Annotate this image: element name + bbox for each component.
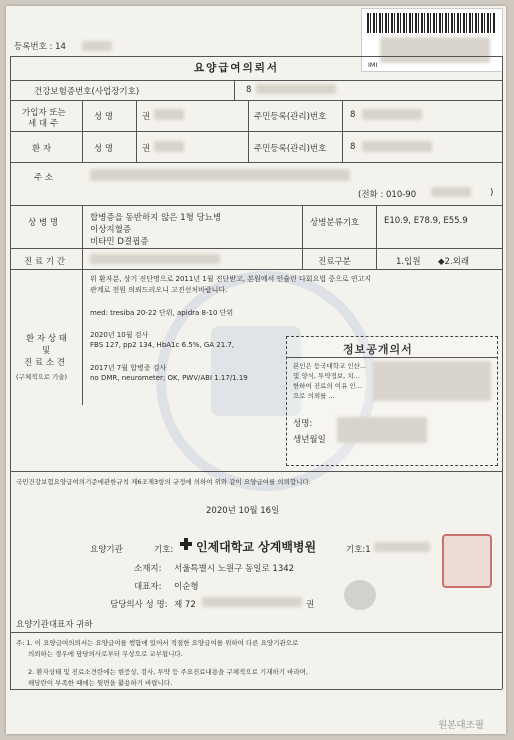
status-line-4: med: tresiba 20-22 단위, apidra 8-10 단위 bbox=[90, 309, 234, 317]
hospital-name: 인제대학교 상계백병원 bbox=[196, 540, 317, 554]
insurance-number-label: 건강보험증번호(사업장기호) bbox=[34, 87, 140, 97]
note-1a: 주: 1. 이 요양급여의뢰서는 요양급여를 행함에 있어서 적절한 요양급여를 위하여 다른 요양기관으로 bbox=[16, 639, 299, 647]
patient-name-label: 성 명 bbox=[94, 144, 114, 154]
status-line-10: no DMR, neurometer; OK, PWV/ABI 1.17/1.19 bbox=[90, 374, 248, 382]
code-label: 기호: bbox=[154, 545, 174, 555]
status-line-1: 위 환자분, 상기 진단명으로 2011년 1월 진단받고, 본원에서 인슐린 다회요법 중으로 연고지 bbox=[90, 275, 372, 283]
doctor-name: 권 bbox=[306, 600, 315, 610]
disease-label: 상 병 명 bbox=[28, 218, 59, 228]
doctor-label: 담당의사 성 명: bbox=[110, 600, 168, 610]
status-line-2: 관계로 전원 의뢰드리오니 고진선처바랍니다. bbox=[90, 286, 228, 294]
status-label-1: 환 자 상 태 bbox=[26, 334, 67, 344]
status-line-7: FBS 127, pp2 134, HbA1c 6.5%, GA 21.7, bbox=[90, 341, 235, 349]
barcode-icon bbox=[367, 13, 495, 33]
status-line-9: 2017년 7월 합병증 검사 bbox=[90, 364, 167, 372]
referral-document: IMI 등록번호 : 14 요양급여의뢰서 건강보험증번호(사업장기호) 8 가입자 또는 세 대 주 성 명 권 주민등록(관리)번호 8 환 자 성 명 권 주민등록(관리)번호 8 주 소 (전화 : 010-90 ) 상 병 명 합병증을 동반하지 않은 1형 당뇨병 이상지혈증 비타민 D결핍증 상병분류기호 E10.9, E78.9, E55.9 진 료 기 간 진료구분 1.입원 ◆2.외래 환 자 상 태 및 진 료 소 견 (구체적으로 기술) 위 환자분, 상기 진단명으로 2011년 1월 진단받고, 본원에서 인슐린 다회요법 중으로 연고지 관계로 전원 의뢰드리오니 고진선처바랍니다. med: tresiba 20-22 단위, apidra 8-10 단위 2020년 10월 검사 FBS 127, pp2 134, HbA1c 6.5%, GA 21.7, 2017년 7월 합병증 검사 no DMR, neurometer; OK, PWV/ABI 1.17/1.19 정보공개의서 본인은 등국대학교 인산... 및 양식, 투약정보, 치... 한하여 진료의 이유 인... 으로 의뢰를 ... 성명: 생년월일 국민건강보험요양급여의기준에관한규칙 제6조제3항의 규정에 의하여 위와 같이 요양급여를 의뢰합니다. 2020년 10월 16일 요양기관 기호: 인제대학교 상계백병원 기호:1 소재지: 서울특별시 노원구 동일로 1342 대표자: 이순형 담당의사 성 명: 제 72 권 요양기관대표자 귀하 주: 1. 이 요양급여의뢰서는 요양급여를 행함에 있어서 적절한 요양급여를 위하여 다른 요양기관으로 의뢰하는 경우에 담당의사로부터 무상으로 교부됩니다. 2. 환자상태 및 진료소견란에는 현증상, 검사, 투약 등 주요진료내용을 구체적으로 기재하기 바라며, 해당란이 부족한 때에는 뒷면을 활용하기 바랍니다. 원본대조필 bbox=[6, 6, 506, 734]
stamp-sign-label: 성명: bbox=[293, 419, 313, 429]
note-1b: 의뢰하는 경우에 담당의사로부터 무상으로 교부됩니다. bbox=[28, 650, 183, 658]
ceo-name: 이순형 bbox=[174, 582, 199, 592]
patient-resident-number: 8 bbox=[350, 142, 356, 152]
address-row-label: 소재지: bbox=[134, 564, 162, 574]
subscriber-name: 권 bbox=[142, 112, 151, 122]
disease-codes: E10.9, E78.9, E55.9 bbox=[384, 216, 468, 226]
subscriber-name-label: 성 명 bbox=[94, 112, 114, 122]
issue-date: 2020년 10월 16일 bbox=[206, 506, 280, 516]
insurance-number-value: 8 bbox=[246, 85, 252, 95]
stamp-title: 정보공개의서 bbox=[343, 343, 413, 356]
disease-line-3: 비타민 D결핍증 bbox=[90, 237, 149, 247]
original-copy-mark: 원본대조필 bbox=[438, 720, 484, 731]
registration-number: 등록번호 : 14 bbox=[14, 42, 66, 52]
document-title: 요양급여의뢰서 bbox=[194, 62, 280, 74]
disease-line-1: 합병증을 동반하지 않은 1형 당뇨병 bbox=[90, 213, 222, 223]
note-2a: 2. 환자상태 및 진료소견란에는 현증상, 검사, 투약 등 주요진료내용을 구체적으로 기재하기 바라며, bbox=[28, 668, 309, 676]
note-2b: 해당란이 부족한 때에는 뒷면을 활용하기 바랍니다. bbox=[28, 679, 173, 687]
care-period-label: 진 료 기 간 bbox=[24, 257, 65, 267]
recipient-label: 요양기관대표자 귀하 bbox=[16, 620, 93, 630]
status-label-2: 및 bbox=[42, 346, 51, 356]
doctor-seal bbox=[344, 580, 376, 610]
phone-number: (전화 : 010-90 bbox=[358, 190, 417, 200]
disease-line-2: 이상지혈증 bbox=[90, 225, 132, 235]
info-disclosure-stamp: 정보공개의서 본인은 등국대학교 인산... 및 양식, 투약정보, 치... 한하여 진료의 이유 인... 으로 의뢰를 ... 성명: 생년월일 bbox=[286, 336, 498, 466]
address-label: 주 소 bbox=[34, 173, 54, 183]
hospital-cross-icon bbox=[180, 538, 192, 550]
subscriber-resident-label: 주민등록(관리)번호 bbox=[254, 112, 327, 122]
stamp-birth-label: 생년월일 bbox=[293, 435, 326, 445]
hospital-address: 서울특별시 노원구 동일로 1342 bbox=[174, 564, 295, 574]
care-type-label: 진료구분 bbox=[318, 257, 351, 267]
care-type-inpatient: 1.입원 bbox=[396, 257, 421, 267]
care-type-outpatient: ◆2.외래 bbox=[438, 257, 470, 267]
patient-resident-label: 주민등록(관리)번호 bbox=[254, 144, 327, 154]
subscriber-label-1: 가입자 또는 bbox=[22, 108, 66, 118]
patient-label: 환 자 bbox=[32, 144, 52, 154]
status-label-4: (구체적으로 기술) bbox=[16, 373, 68, 381]
status-label-3: 진 료 소 견 bbox=[24, 358, 65, 368]
disease-code-label: 상병분류기호 bbox=[310, 218, 360, 228]
statute-text: 국민건강보험요양급여의기준에관한규칙 제6조제3항의 규정에 의하여 위와 같이 요양급여를 의뢰합니다. bbox=[16, 478, 311, 486]
doctor-license: 제 72 bbox=[174, 600, 196, 610]
ceo-label: 대표자: bbox=[134, 582, 162, 592]
barcode-label bbox=[361, 8, 503, 72]
patient-name: 권 bbox=[142, 144, 151, 154]
status-line-6: 2020년 10월 검사 bbox=[90, 331, 149, 339]
hospital-seal-stamp bbox=[442, 534, 492, 588]
barcode-text: IMI bbox=[368, 61, 378, 69]
institution-label: 요양기관 bbox=[90, 545, 123, 555]
hospital-code-label: 기호:1 bbox=[346, 545, 371, 555]
subscriber-label-2: 세 대 주 bbox=[28, 119, 59, 129]
subscriber-resident-number: 8 bbox=[350, 110, 356, 120]
